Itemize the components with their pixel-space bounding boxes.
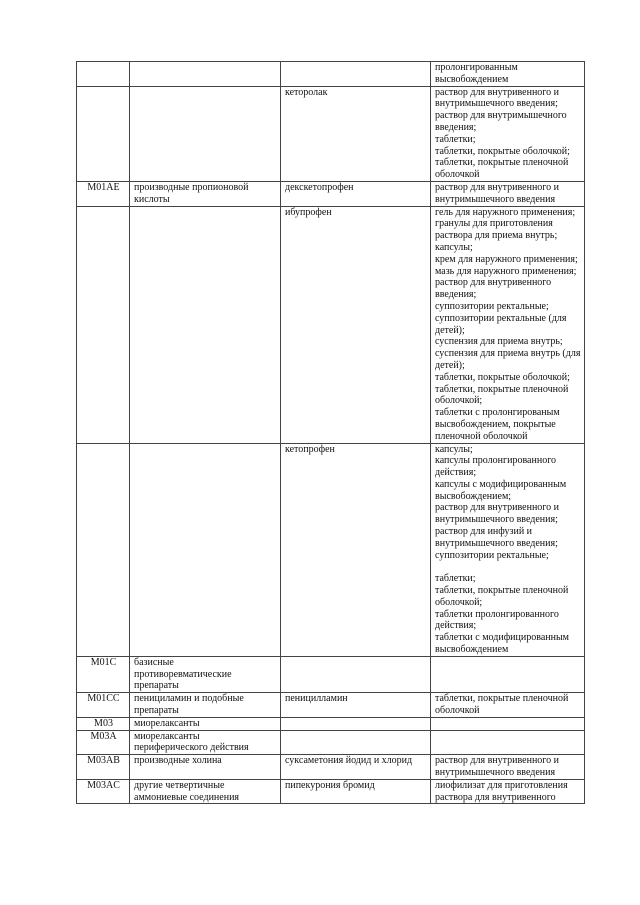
text-line: таблетки с пролонгированым xyxy=(435,407,560,419)
text-line: раствор для внутримышечного xyxy=(435,110,567,122)
text-line: таблетки; xyxy=(435,133,476,145)
atc-group-cell xyxy=(130,62,281,87)
atc-code-cell xyxy=(77,730,130,755)
atc-code-cell xyxy=(77,181,130,206)
text-line: капсулы пролонгированного xyxy=(435,455,557,467)
text-line: высвобождением, покрытые xyxy=(435,418,556,430)
text-line: ибупрофен xyxy=(285,206,332,218)
text-line: капсулы; xyxy=(435,241,473,253)
text-line: раствор для внутривенного и xyxy=(435,86,560,98)
text-line: высвобождением xyxy=(435,644,509,656)
atc-group-cell xyxy=(130,779,281,804)
dosage-forms-cell xyxy=(431,693,585,718)
drug-name-cell xyxy=(281,62,431,87)
text-line: действия; xyxy=(435,620,477,632)
drug-name-cell xyxy=(281,730,431,755)
blank-line xyxy=(435,561,581,573)
atc-group-cell xyxy=(130,181,281,206)
drug-table-body xyxy=(77,62,585,804)
drug-name-cell xyxy=(281,206,431,443)
text-line: пеницилламин xyxy=(285,693,348,705)
text-line: M03AC xyxy=(87,779,120,791)
table-row xyxy=(77,86,585,181)
dosage-forms-cell xyxy=(431,755,585,780)
table-row xyxy=(77,730,585,755)
atc-code-cell xyxy=(77,206,130,443)
table-row xyxy=(77,181,585,206)
text-line: раствор для внутривенного и xyxy=(435,181,560,193)
dosage-forms-cell xyxy=(431,443,585,656)
drug-name-cell xyxy=(281,779,431,804)
text-line: таблетки, покрытые оболочкой; xyxy=(435,145,570,157)
text-line: таблетки, покрытые пленочной xyxy=(435,693,569,705)
text-line: гель для наружного применения; xyxy=(435,206,576,218)
text-line: оболочкой; xyxy=(435,395,483,407)
dosage-forms-cell xyxy=(431,779,585,804)
text-line: суксаметония йодид и хлорид xyxy=(285,755,413,767)
text-line: производные пропионовой xyxy=(134,181,249,193)
text-line: раствор для инфузий и xyxy=(435,526,533,538)
text-line: противоревматические xyxy=(134,668,232,680)
text-line: таблетки, покрытые пленочной xyxy=(435,383,569,395)
drug-name-cell xyxy=(281,443,431,656)
text-line: раствор для внутривенного xyxy=(435,277,552,289)
drug-name-cell xyxy=(281,656,431,692)
text-line: периферического действия xyxy=(134,742,249,754)
text-line: препараты xyxy=(134,705,179,717)
table-row xyxy=(77,755,585,780)
text-line: действия; xyxy=(435,467,477,479)
drug-name-cell xyxy=(281,693,431,718)
table-row xyxy=(77,656,585,692)
text-line: кислоты xyxy=(134,193,170,205)
text-line: суспензия для приема внутрь (для xyxy=(435,348,581,360)
dosage-forms-cell xyxy=(431,62,585,87)
atc-group-cell xyxy=(130,717,281,730)
atc-code-cell xyxy=(77,443,130,656)
text-line: таблетки, покрытые пленочной xyxy=(435,157,569,169)
text-line: декскетопрофен xyxy=(285,181,354,193)
text-line: оболочкой xyxy=(435,169,480,181)
text-line: M01AE xyxy=(87,181,120,193)
text-line: таблетки, покрытые оболочкой; xyxy=(435,371,570,383)
text-line: внутримышечного введения xyxy=(435,193,556,205)
text-line: крем для наружного применения; xyxy=(435,253,578,265)
text-line: базисные xyxy=(134,656,174,668)
text-line: M03A xyxy=(90,730,117,742)
atc-code-cell xyxy=(77,656,130,692)
text-line: введения; xyxy=(435,289,477,301)
text-line: гранулы для приготовления xyxy=(435,218,553,230)
text-line: раствор для внутривенного и xyxy=(435,502,560,514)
text-line: внутримышечного введения; xyxy=(435,537,558,549)
text-line: капсулы с модифицированным xyxy=(435,478,567,490)
text-line: кетопрофен xyxy=(285,443,335,455)
atc-code-cell xyxy=(77,693,130,718)
text-line: таблетки, покрытые пленочной xyxy=(435,585,569,597)
text-line: суппозитории ректальные; xyxy=(435,300,549,312)
text-line: M01C xyxy=(90,656,117,668)
table-row xyxy=(77,443,585,656)
drug-name-cell xyxy=(281,755,431,780)
dosage-forms-cell xyxy=(431,656,585,692)
text-line: другие четвертичные xyxy=(134,779,225,791)
table-row xyxy=(77,693,585,718)
text-line: таблетки; xyxy=(435,573,476,585)
dosage-forms-cell xyxy=(431,730,585,755)
text-line: внутримышечного введения xyxy=(435,767,556,779)
text-line: пролонгированным xyxy=(435,62,518,73)
dosage-forms-cell xyxy=(431,206,585,443)
text-line: высвобождением xyxy=(435,73,509,85)
text-line: введения; xyxy=(435,121,477,133)
atc-group-cell xyxy=(130,755,281,780)
text-line: оболочкой; xyxy=(435,596,483,608)
atc-code-cell xyxy=(77,755,130,780)
text-line: внутримышечного введения; xyxy=(435,514,558,526)
text-line: суспензия для приема внутрь; xyxy=(435,336,563,348)
text-line: аммониевые соединения xyxy=(134,791,240,803)
dosage-forms-cell xyxy=(431,717,585,730)
text-line: миорелаксанты xyxy=(134,730,200,742)
text-line: раствора для внутривенного xyxy=(435,791,556,803)
table-row xyxy=(77,779,585,804)
text-line: пленочной оболочкой xyxy=(435,430,528,442)
atc-group-cell xyxy=(130,730,281,755)
text-line: оболочкой xyxy=(435,705,480,717)
table-row xyxy=(77,717,585,730)
text-line: кеторолак xyxy=(285,86,328,98)
text-line: детей); xyxy=(435,359,465,371)
table-row xyxy=(77,62,585,87)
atc-group-cell xyxy=(130,86,281,181)
atc-group-cell xyxy=(130,443,281,656)
text-line: миорелаксанты xyxy=(134,717,200,729)
atc-code-cell xyxy=(77,717,130,730)
text-line: лиофилизат для приготовления xyxy=(435,779,568,791)
text-line: пенициламин и подобные xyxy=(134,693,244,705)
atc-group-cell xyxy=(130,693,281,718)
drug-table xyxy=(76,61,585,804)
dosage-forms-cell xyxy=(431,181,585,206)
text-line: M03AB xyxy=(87,755,120,767)
atc-group-cell xyxy=(130,206,281,443)
text-line: суппозитории ректальные (для xyxy=(435,312,567,324)
text-line: раствора для приема внутрь; xyxy=(435,230,558,242)
atc-code-cell xyxy=(77,779,130,804)
text-line: таблетки пролонгированного xyxy=(435,608,559,620)
drug-name-cell xyxy=(281,717,431,730)
text-line: таблетки с модифицированным xyxy=(435,632,570,644)
text-line: внутримышечного введения; xyxy=(435,98,558,110)
text-line: производные холина xyxy=(134,755,222,767)
text-line: препараты xyxy=(134,680,179,692)
atc-group-cell xyxy=(130,656,281,692)
text-line: капсулы; xyxy=(435,443,473,455)
text-line: M03 xyxy=(94,717,113,729)
text-line: раствор для внутривенного и xyxy=(435,755,560,767)
text-line: высвобождением; xyxy=(435,490,512,502)
drug-name-cell xyxy=(281,181,431,206)
text-line: суппозитории ректальные; xyxy=(435,549,549,561)
text-line: M01CC xyxy=(87,693,120,705)
dosage-forms-cell xyxy=(431,86,585,181)
atc-code-cell xyxy=(77,86,130,181)
drug-name-cell xyxy=(281,86,431,181)
text-line: мазь для наружного применения; xyxy=(435,265,577,277)
text-line: пипекурония бромид xyxy=(285,779,375,791)
table-row xyxy=(77,206,585,443)
text-line: детей); xyxy=(435,324,465,336)
atc-code-cell xyxy=(77,62,130,87)
